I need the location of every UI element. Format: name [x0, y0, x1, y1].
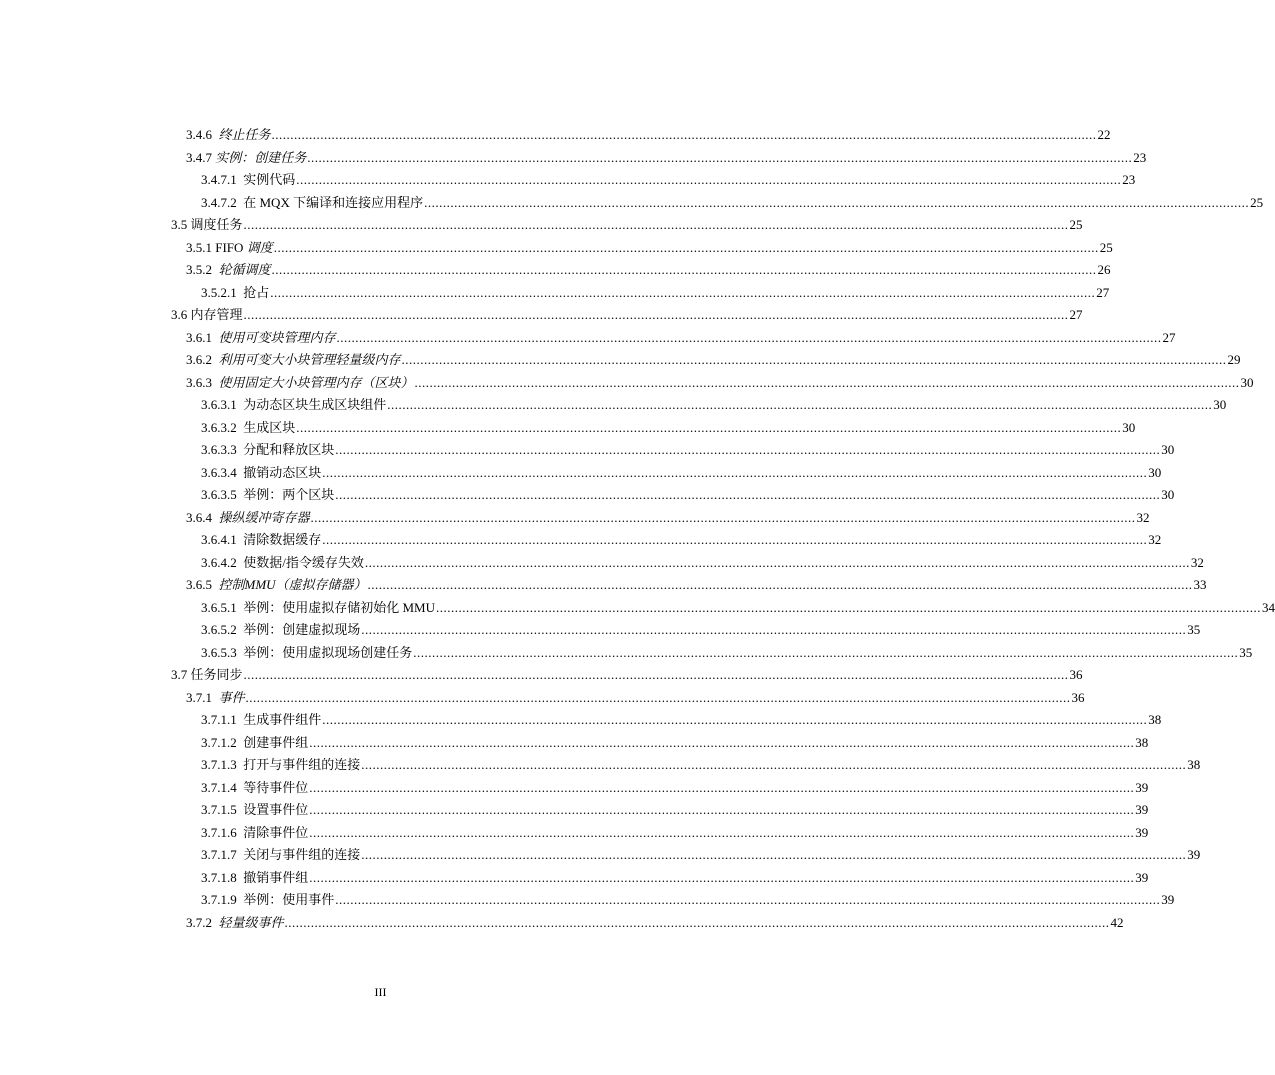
toc-entry-page: 30: [1213, 397, 1227, 412]
dot-leader: ............................................................................................................................................................................................................................: [335, 442, 1161, 457]
toc-entry-title: 举例：使用虚拟现场创建任务: [243, 644, 413, 660]
table-of-contents: [171, 124, 1275, 934]
dot-leader: ............................................................................................................................................................................................................................: [413, 644, 1239, 660]
toc-entry[interactable]: [171, 214, 1083, 237]
toc-entry-page: 25: [1099, 239, 1113, 255]
dot-leader: ............................................................................................................................................................................................................................: [414, 374, 1240, 390]
toc-entry-number: 3.6: [171, 307, 191, 322]
dot-leader: ............................................................................................................................................................................................................................: [401, 352, 1227, 367]
toc-entry-number: 3.7.1.1: [201, 712, 244, 727]
toc-entry-title: 为动态区块生成区块组件: [243, 397, 387, 412]
toc-entry-number: 3.7.1.3: [201, 757, 244, 772]
toc-entry-number: 3.6.2: [186, 352, 219, 367]
toc-entry-page: 27: [1096, 284, 1110, 300]
toc-entry-title: 事件: [218, 689, 245, 705]
toc-entry[interactable]: [171, 912, 1124, 935]
toc-entry-page: 30: [1148, 464, 1162, 480]
toc-entry-number: 3.6.3.4: [201, 464, 244, 480]
toc-entry-page: 25: [1069, 217, 1083, 232]
toc-entry[interactable]: [171, 417, 1136, 440]
toc-entry-page: 23: [1133, 149, 1147, 165]
toc-entry-page: 32: [1148, 532, 1162, 547]
toc-entry-page: 32: [1190, 554, 1204, 570]
toc-entry-title: 创建事件组: [243, 734, 309, 750]
dot-leader: ............................................................................................................................................................................................................................: [243, 307, 1069, 322]
toc-entry-title: 等待事件位: [243, 779, 309, 795]
toc-entry-number: 3.6.3.1: [201, 397, 244, 412]
dot-leader: ............................................................................................................................................................................................................................: [296, 419, 1122, 435]
toc-entry-number: 3.6.5.1: [201, 599, 244, 615]
toc-entry-number: 3.5.2: [186, 262, 219, 277]
dot-leader: ............................................................................................................................................................................................................................: [309, 779, 1135, 795]
dot-leader: ............................................................................................................................................................................................................................: [367, 577, 1193, 592]
toc-entry-title: 分配和释放区块: [243, 442, 335, 457]
dot-leader: ............................................................................................................................................................................................................................: [361, 757, 1187, 772]
toc-entry[interactable]: [171, 349, 1241, 372]
dot-leader: ............................................................................................................................................................................................................................: [309, 824, 1135, 840]
toc-entry-title: 任务同步: [190, 667, 243, 682]
toc-entry-number: 3.7.1.6: [201, 824, 244, 840]
toc-entry[interactable]: [171, 664, 1083, 687]
toc-entry[interactable]: [171, 709, 1162, 732]
toc-entry-number: 3.4.7.1: [201, 172, 244, 187]
toc-entry-title: 利用可变大小块管理轻量级内存: [218, 352, 401, 367]
toc-entry-page: 26: [1097, 262, 1111, 277]
toc-entry-page: 30: [1161, 442, 1175, 457]
toc-entry-title: 举例：两个区块: [243, 487, 335, 502]
toc-entry[interactable]: [171, 777, 1149, 800]
toc-entry-number: 3.7.1.5: [201, 802, 244, 817]
toc-entry-number: 3.6.4: [186, 509, 219, 525]
dot-leader: ............................................................................................................................................................................................................................: [335, 892, 1161, 907]
toc-entry[interactable]: [171, 169, 1136, 192]
dot-leader: ............................................................................................................................................................................................................................: [361, 847, 1187, 862]
dot-leader: ............................................................................................................................................................................................................................: [270, 284, 1096, 300]
dot-leader: ............................................................................................................................................................................................................................: [307, 149, 1133, 165]
toc-entry-title: 轻量级事件: [218, 914, 284, 930]
toc-entry-number: 3.7: [171, 667, 191, 682]
toc-entry-page: 35: [1187, 622, 1201, 637]
toc-entry-number: 3.7.1.9: [201, 892, 244, 907]
toc-entry[interactable]: [171, 327, 1176, 350]
toc-entry[interactable]: [171, 552, 1204, 575]
toc-entry[interactable]: [171, 192, 1264, 215]
toc-entry-number: 3.6.3.3: [201, 442, 244, 457]
dot-leader: ............................................................................................................................................................................................................................: [322, 712, 1148, 727]
toc-entry-page: 25: [1250, 194, 1264, 210]
toc-entry[interactable]: [171, 507, 1150, 530]
dot-leader: ............................................................................................................................................................................................................................: [364, 554, 1190, 570]
toc-entry-title: 清除事件位: [243, 824, 309, 840]
toc-entry-title: 实例：创建任务: [215, 149, 307, 165]
toc-entry[interactable]: [171, 889, 1175, 912]
dot-leader: ............................................................................................................................................................................................................................: [296, 172, 1122, 187]
dot-leader: ............................................................................................................................................................................................................................: [271, 127, 1097, 142]
toc-entry-page: 33: [1193, 577, 1207, 592]
toc-entry[interactable]: [171, 282, 1110, 305]
toc-entry-title: 撤销动态区块: [243, 464, 322, 480]
toc-entry-page: 27: [1069, 307, 1083, 322]
toc-entry-title: 调度任务: [190, 217, 243, 232]
toc-entry[interactable]: [171, 754, 1201, 777]
toc-entry[interactable]: [171, 237, 1113, 260]
dot-leader: ............................................................................................................................................................................................................................: [309, 734, 1135, 750]
toc-entry-number: 3.7.1.8: [201, 869, 244, 885]
toc-entry-number: 3.6.5: [186, 577, 219, 592]
toc-entry-title: 撤销事件组: [243, 869, 309, 885]
toc-entry-number: 3.6.3.5: [201, 487, 244, 502]
toc-entry-page: 39: [1135, 824, 1149, 840]
toc-entry-page: 36: [1071, 689, 1085, 705]
toc-entry-title: 打开与事件组的连接: [243, 757, 361, 772]
toc-entry[interactable]: [171, 124, 1111, 147]
toc-entry-number: 3.6.1: [186, 329, 219, 345]
toc-entry-number: 3.4.7: [186, 149, 216, 165]
toc-entry-number: 3.6.3: [186, 374, 219, 390]
toc-entry[interactable]: [171, 439, 1175, 462]
toc-entry-page: 32: [1136, 509, 1150, 525]
dot-leader: ............................................................................................................................................................................................................................: [335, 487, 1161, 502]
dot-leader: ............................................................................................................................................................................................................................: [273, 239, 1099, 255]
toc-entry-page: 36: [1069, 667, 1083, 682]
toc-entry-page: 35: [1239, 644, 1253, 660]
toc-entry[interactable]: [171, 597, 1275, 620]
toc-entry[interactable]: [171, 642, 1253, 665]
toc-entry-page: 39: [1187, 847, 1201, 862]
dot-leader: ............................................................................................................................................................................................................................: [322, 532, 1148, 547]
toc-entry-title: 生成事件组件: [243, 712, 322, 727]
dot-leader: ............................................................................................................................................................................................................................: [387, 397, 1213, 412]
toc-entry-page: 38: [1187, 757, 1201, 772]
toc-entry-title: 举例：创建虚拟现场: [243, 622, 361, 637]
toc-entry-title: 使用固定大小块管理内存（区块）: [218, 374, 414, 390]
toc-entry-number: 3.6.5.2: [201, 622, 244, 637]
toc-entry-title: 调度: [246, 239, 273, 255]
toc-entry-page: 30: [1161, 487, 1175, 502]
toc-entry[interactable]: [171, 574, 1207, 597]
dot-leader: ............................................................................................................................................................................................................................: [424, 194, 1250, 210]
dot-leader: ............................................................................................................................................................................................................................: [310, 509, 1136, 525]
toc-entry-number: 3.5.1 FIFO: [186, 239, 247, 255]
toc-entry-number: 3.7.1.2: [201, 734, 244, 750]
toc-entry[interactable]: [171, 147, 1147, 170]
toc-entry-title: 实例代码: [243, 172, 296, 187]
toc-entry-page: 39: [1135, 779, 1149, 795]
dot-leader: ............................................................................................................................................................................................................................: [243, 217, 1069, 232]
toc-entry[interactable]: [171, 529, 1162, 552]
toc-entry-number: 3.5: [171, 217, 191, 232]
toc-entry-number: 3.4.6: [186, 127, 219, 142]
toc-entry-number: 3.6.3.2: [201, 419, 244, 435]
toc-entry-page: 27: [1162, 329, 1176, 345]
toc-entry-title: 终止任务: [218, 127, 271, 142]
page-number-footer: III: [374, 985, 387, 999]
toc-entry[interactable]: [171, 372, 1254, 395]
toc-entry-number: 3.7.1: [186, 689, 219, 705]
toc-entry[interactable]: [171, 484, 1175, 507]
toc-entry-number: 3.6.4.1: [201, 532, 244, 547]
toc-entry[interactable]: [171, 259, 1111, 282]
toc-entry-number: 3.4.7.2: [201, 194, 244, 210]
dot-leader: ............................................................................................................................................................................................................................: [243, 667, 1069, 682]
toc-entry-number: 3.7.1.7: [201, 847, 244, 862]
toc-entry-page: 42: [1110, 914, 1124, 930]
toc-entry-title: 抢占: [243, 284, 270, 300]
dot-leader: ............................................................................................................................................................................................................................: [271, 262, 1097, 277]
toc-entry-page: 29: [1227, 352, 1241, 367]
dot-leader: ............................................................................................................................................................................................................................: [322, 464, 1148, 480]
toc-entry-number: 3.6.5.3: [201, 644, 244, 660]
toc-entry-page: 39: [1135, 802, 1149, 817]
toc-entry-page: 39: [1161, 892, 1175, 907]
toc-entry-page: 30: [1122, 419, 1136, 435]
toc-entry-page: 39: [1135, 869, 1149, 885]
toc-entry-title: 举例：使用事件: [243, 892, 335, 907]
toc-entry-number: 3.7.2: [186, 914, 219, 930]
toc-entry[interactable]: [171, 799, 1149, 822]
toc-entry[interactable]: [171, 619, 1201, 642]
toc-entry-number: 3.7.1.4: [201, 779, 244, 795]
toc-entry[interactable]: [171, 394, 1227, 417]
toc-entry-number: 3.5.2.1: [201, 284, 244, 300]
toc-entry[interactable]: [171, 844, 1201, 867]
toc-entry-title: 操纵缓冲寄存器: [218, 509, 310, 525]
toc-entry-title: 使用可变块管理内存: [218, 329, 336, 345]
toc-entry[interactable]: [171, 462, 1162, 485]
dot-leader: ............................................................................................................................................................................................................................: [336, 329, 1162, 345]
toc-entry-title: 控制MMU（虚拟存储器）: [218, 577, 367, 592]
dot-leader: ............................................................................................................................................................................................................................: [245, 689, 1071, 705]
toc-entry[interactable]: [171, 867, 1149, 890]
toc-entry-title: 设置事件位: [243, 802, 309, 817]
dot-leader: ............................................................................................................................................................................................................................: [361, 622, 1187, 637]
dot-leader: ............................................................................................................................................................................................................................: [436, 599, 1262, 615]
toc-entry-title: 举例：使用虚拟存储初始化 MMU: [243, 599, 436, 615]
toc-entry-page: 34: [1262, 599, 1275, 615]
toc-entry-number: 3.6.4.2: [201, 554, 244, 570]
toc-entry-title: 使数据/指令缓存失效: [243, 554, 364, 570]
toc-entry-page: 22: [1097, 127, 1111, 142]
toc-entry[interactable]: [171, 732, 1149, 755]
toc-entry[interactable]: [171, 822, 1149, 845]
toc-entry-title: 轮循调度: [218, 262, 271, 277]
dot-leader: ............................................................................................................................................................................................................................: [284, 914, 1110, 930]
toc-entry[interactable]: [171, 687, 1085, 710]
toc-entry-title: 生成区块: [243, 419, 296, 435]
toc-entry-title: 在 MQX 下编译和连接应用程序: [243, 194, 424, 210]
toc-entry-title: 内存管理: [190, 307, 243, 322]
dot-leader: ............................................................................................................................................................................................................................: [309, 869, 1135, 885]
toc-entry-page: 30: [1240, 374, 1254, 390]
toc-entry-page: 38: [1135, 734, 1149, 750]
dot-leader: ............................................................................................................................................................................................................................: [309, 802, 1135, 817]
toc-entry-title: 关闭与事件组的连接: [243, 847, 361, 862]
toc-entry-title: 清除数据缓存: [243, 532, 322, 547]
toc-entry-page: 23: [1122, 172, 1136, 187]
toc-entry[interactable]: [171, 304, 1083, 327]
toc-entry-page: 38: [1148, 712, 1162, 727]
